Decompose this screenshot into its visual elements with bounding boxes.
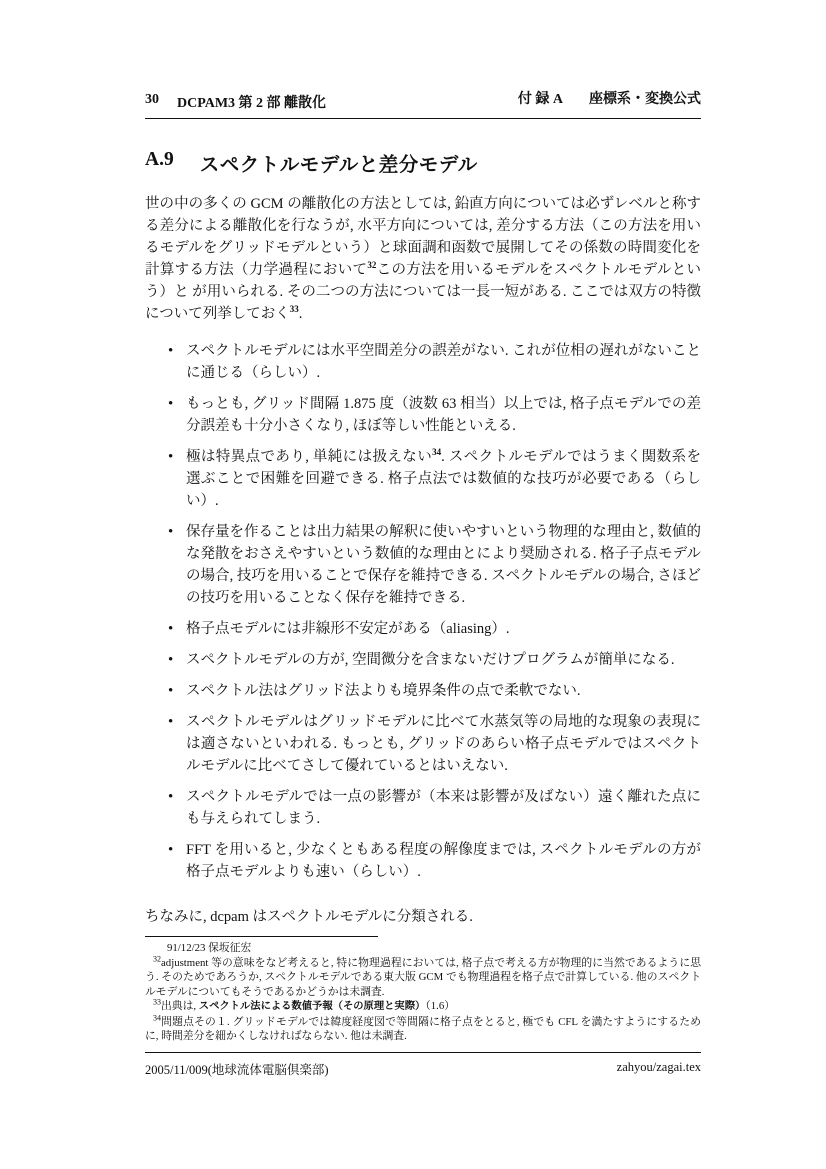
intro-seg2: この方法を用いるモデルをスペクトルモデルという）と が用いられる. その二つの方法については一長一短がある. ここでは双方の特徴について列挙しておく (145, 262, 701, 322)
footer-left: 2005/11/009(地球流体電脳倶楽部) (145, 1063, 329, 1077)
footnote-32 (145, 953, 701, 1000)
list-item (145, 446, 701, 512)
list-item (145, 521, 701, 609)
running-header-right-title: 座標系・変換公式 (589, 92, 701, 107)
footnote-32-marker: 32 (153, 953, 161, 963)
list-item-text: スペクトルモデルには水平空間差分の誤差がない. これが位相の遅れがないことに通じる（らしい）. (186, 342, 701, 381)
closing-paragraph: ちなみに, dcpam はスペクトルモデルに分類される. (145, 908, 473, 925)
page-number: 30 (145, 92, 159, 107)
page-content (145, 88, 701, 942)
list-item (145, 618, 701, 640)
list-item (145, 680, 701, 702)
footnote-rule (145, 936, 378, 937)
running-header-left (145, 92, 326, 112)
appendix-label: 付 録 A (517, 92, 563, 107)
intro-seg3: . (298, 306, 303, 322)
list-item (145, 340, 701, 384)
footnote-33-source-title: スペクトル法による数値予報（その原理と実際） (198, 1001, 426, 1012)
list-item-text: もっとも, グリッド間隔 1.875 度（波数 63 相当）以上では, 格子点モデルでの差分誤差も十分小さくなり, ほぼ等しい性能といえる. (186, 395, 701, 434)
list-item-text: スペクトルモデルの方が, 空間微分を含まないだけプログラムが簡単になる. (186, 651, 675, 668)
list-item-text: 保存量を作ることは出力結果の解釈に使いやすいという物理的な理由と, 数値的な発散をおさえやすいという数値的な理由とにより奨励される. 格子子点モデルの場合, 技巧を用いることで保存を維持できる. スペクトルモデルの場合, さほどの技巧を用いることなく保存を維持できる. (186, 523, 701, 606)
footnote-33-marker: 33 (153, 997, 161, 1007)
list-item-text: スペクトルモデルでは一点の影響が（本来は影響が及ばない）遠く離れた点にも与えられてしまう. (186, 788, 701, 827)
running-header-right (518, 88, 701, 108)
footnote-34 (145, 1012, 701, 1044)
footnote-33 (145, 999, 701, 1015)
list-item-text: . スペクトルモデルではうまく関数系を選ぶことで困難を回避できる. 格子点法では数値的な技巧が必要である（らしい）. (186, 448, 701, 509)
list-item-text: スペクトル法はグリッド法よりも境界条件の点で柔軟でない. (186, 682, 581, 699)
list-item-text: 格子点モデルには非線形不安定がある（aliasing）. (186, 620, 510, 637)
section-title: スペクトルモデルと差分モデル (199, 154, 478, 176)
list-item (145, 786, 701, 830)
list-item (145, 649, 701, 671)
list-item-text: スペクトルモデルはグリッドモデルに比べて水蒸気等の局地的な現象の表現には適さないといわれる. もっとも, グリッドのあらい格子点モデルではスペクトルモデルに比べてさして優れているとはいえない. (186, 713, 701, 774)
list-item-text: 極は特異点であり, 単純には扱えない (186, 448, 433, 465)
list-item (145, 393, 701, 437)
intro-paragraph (145, 193, 701, 325)
running-header (145, 88, 701, 119)
page-footer (145, 1052, 701, 1078)
list-item-text: FFT を用いると, 少なくともある程度の解像度までは, スペクトルモデルの方が格子点モデルよりも速い（らしい）. (186, 841, 701, 880)
footnote-ref-32: 32 (367, 260, 377, 271)
section-number: A.9 (145, 149, 174, 170)
footnote-ref-33: 33 (289, 304, 299, 315)
footnote-34-text: 問題点その１. グリッドモデルでは緯度経度図で等間隔に格子点をとると, 極でも CFL を満たすようにするために, 時間差分を細かくしなければならない. 他は未調査. (145, 1015, 701, 1042)
bullet-list (145, 340, 701, 883)
footnotes-block (145, 936, 701, 1044)
intro-seg1: 世の中の多くの GCM の離散化の方法としては, 鉛直方向については必ずレベルと称する差分による離散化を行なうが, 水平方向については, 差分する方法（この方法を用いるモデルをグリッドモデルという）と球面調和函数で展開してその係数の時間変化を計算する方法（力学過程において (145, 196, 701, 278)
footnote-34-marker: 34 (153, 1012, 161, 1022)
footnote-32-text: adjustment 等の意味をなど考えると, 特に物理過程においては, 格子点で考える方が物理的に当然であるように思う. そのためであろうか, スペクトルモデルである東大版 GCM でも物理過程を格子点で計算している. 他のスペクトルモデルについてもそうであるかどうかは未調査. (145, 956, 701, 998)
footnote-ref-34: 34 (432, 446, 442, 457)
footnote-continuation: 91/12/23 保坂征宏 (167, 942, 252, 954)
running-header-left-title: DCPAM3 第 2 部 離散化 (177, 96, 327, 111)
footnote-33-post: （1.6） (425, 1000, 456, 1012)
list-item (145, 839, 701, 883)
footnote-33-pre: 出典は, (161, 1000, 199, 1012)
section-heading (145, 149, 701, 177)
list-item (145, 711, 701, 777)
footer-right: zahyou/zagai.tex (616, 1060, 701, 1074)
